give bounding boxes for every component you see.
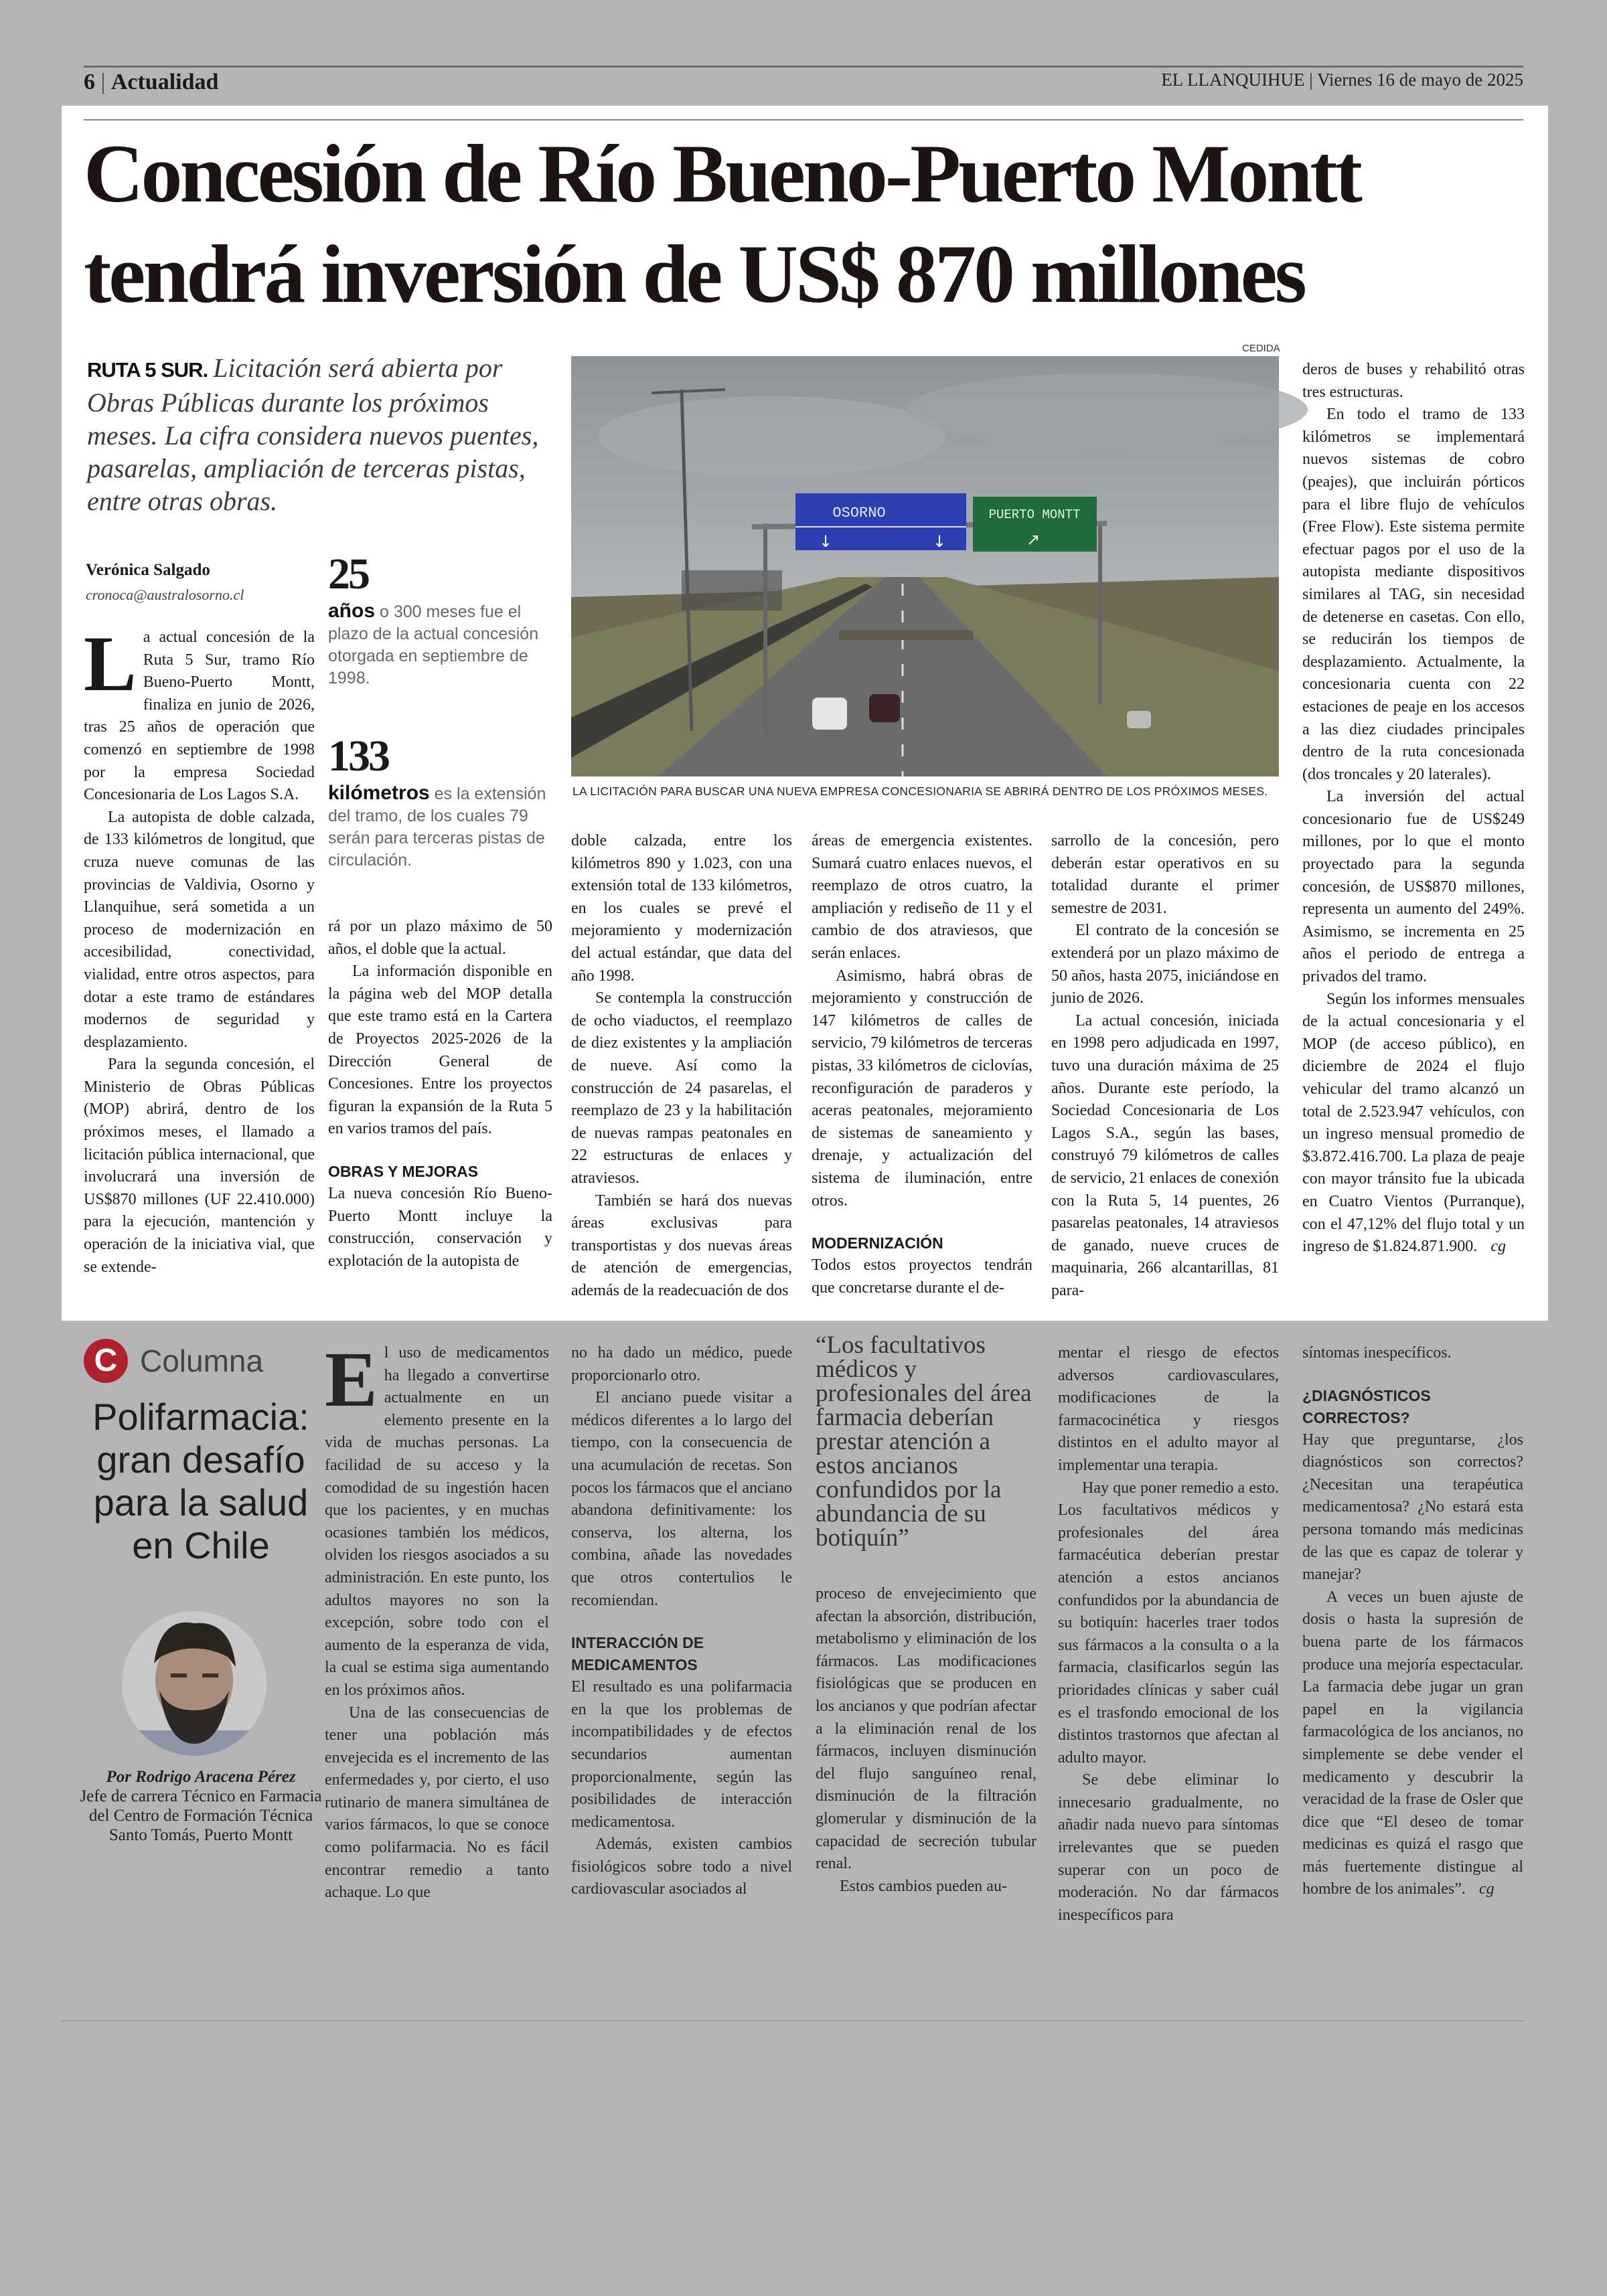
paragraph-text: A veces un buen ajuste de dosis o hasta la supresión de buena parte de los fármacos produce una mejoría espectacular. La farmacia debe jugar un gran papel en la vigilancia farmacológica de los ancianos, no simplemente se debe vender el medicamento y descubrir la veracidad de la frase de Osler que dice que “El deseo de tomar medicinas es quizá el rasgo que más fuertemente distingue al hombre de los animales”. bbox=[1302, 1588, 1523, 1898]
paragraph: Hay que poner remedio a esto. Los facultativos médicos y profesionales del área farmacéutica deberían prestar atención a estos ancianos confundidos por la abundancia de su botiquín: hacerles traer todos sus fármacos a la consulta o a la farmacia, clasificarlos según las prioridades clínicas y saber cuál es el trasfondo emocional de los distintos trastornos que afectan al adulto mayor. bbox=[1058, 1479, 1279, 1767]
paragraph: El contrato de la concesión se extenderá por un plazo máximo de 50 años, hasta 2075, iniciándose en junio de 2026. bbox=[1051, 922, 1279, 1007]
paragraph-text: Según los informes mensuales de la actual concesionaria y el MOP (de acceso público), en diciembre de 2024 el flujo vehicular del tramo alcanzó un total de 2.523.947 vehículos, con un ingreso mensual promedio de $3.872.416.700. La plaza de peaje con mayor tránsito fue la ubicada en Cuatro Vientos (Purranque), con el 47,12% del flujo total y un ingreso de $1.824.871.900. bbox=[1302, 990, 1525, 1256]
stat-unit: años bbox=[328, 600, 376, 622]
paragraph: La información disponible en la página web del MOP detalla que este tramo está en la Cartera de Proyectos 2025-2026 de la Dirección General de Concesiones. Entre los proyectos figuran la expansión de la Ruta 5 en varios tramos del país. bbox=[328, 963, 552, 1138]
end-mark-icon: cg bbox=[1478, 1880, 1495, 1898]
svg-text:↓: ↓ bbox=[933, 532, 947, 551]
sign-left-text: OSORNO bbox=[832, 505, 886, 521]
section-heading: ¿DIAGNÓSTICOS CORRECTOS? bbox=[1302, 1386, 1431, 1426]
dark-car bbox=[869, 694, 900, 722]
paragraph: Se debe eliminar lo innecesario gradualmente, no añadir nada nuevo para síntomas irrelevantes que se pueden superar con un poco de moderación. No dar fármacos inespecíficos para bbox=[1058, 1771, 1279, 1924]
column-text-4 bbox=[1058, 1342, 1279, 1924]
paragraph: Asimismo, habrá obras de mejoramiento y construcción de 147 kilómetros de calles de servicio, 79 kilómetros de terceras pistas, 33 kilómetros de ciclovías, reconfiguración de paraderos y aceras peatonales, mejoramiento de sistemas de saneamiento y drenaje, y actualización del sistema de iluminación, entre otros. bbox=[812, 967, 1032, 1210]
stat-number: 133 bbox=[328, 732, 388, 781]
paragraph: proceso de envejecimiento que afectan la absorción, distribución, metabolismo y eliminación de los fármacos. Las modificaciones fisiológicas que se producen en los ancianos y que podrían afectar a la eliminación renal de los fármacos, incluyen disminución del flujo sanguíneo renal, disminución de la filtración glomerular y disminución de la capacidad de secreción tubular renal. bbox=[816, 1585, 1037, 1873]
author-email[interactable]: cronoca@australosorno.cl bbox=[86, 586, 244, 603]
paragraph: Estos cambios pueden au- bbox=[840, 1877, 1007, 1895]
header-top-rule bbox=[84, 66, 1523, 68]
publication-info: EL LLANQUIHUE | Viernes 16 de mayo de 2025 bbox=[1161, 70, 1523, 90]
stat-unit: kilómetros bbox=[328, 782, 430, 804]
article-deck bbox=[87, 351, 542, 517]
stat-text: o 300 meses fue el plazo de la actual concesión otorgada en septiembre de 1998. bbox=[328, 602, 539, 687]
paragraph: sarrollo de la concesión, pero deberán estar operativos en su totalidad durante el primer semestre de 2031. bbox=[1051, 832, 1279, 917]
deck-text: Licitación será abierta por Obras Públicas durante los próximos meses. La cifra considera nuevos puentes, pasarelas, ampliación de terceras pistas, entre otras obras. bbox=[87, 353, 539, 516]
bottom-rule bbox=[62, 2020, 1523, 2022]
paragraph: doble calzada, entre los kilómetros 890 y 1.023, con una extensión total de 133 kilómetros, en los cuales se prevé el mejoramiento y modernización del actual estándar, que data del año 1998. bbox=[571, 832, 792, 985]
column-text-3 bbox=[816, 1583, 1037, 1911]
paragraph: no ha dado un médico, puede proporcionarlo otro. bbox=[571, 1344, 792, 1384]
sign-right-text: PUERTO MONTT bbox=[988, 507, 1081, 522]
article-column-2 bbox=[328, 916, 552, 1304]
article-column-1 bbox=[84, 620, 315, 1303]
article-column-4 bbox=[812, 830, 1032, 1304]
paragraph: La autopista de doble calzada, de 133 kilómetros de longitud, que cruza nueve comunas de las provincias de Valdivia, Osorno y Llanquihue, será sometida a un proceso de modernización en accesibilidad, conectividad, vialidad, entre otros aspectos, para dotar a este tramo de estándares modernos de seguridad y desplazamiento. bbox=[84, 808, 315, 1051]
author-role: Jefe de carrera Técnico en Farmacia del Centro de Formación Técnica Santo Tomás, Puerto Montt bbox=[80, 1787, 322, 1844]
section-heading: INTERACCIÓN DE MEDICAMENTOS bbox=[571, 1634, 704, 1674]
author-name: Por Rodrigo Aracena Pérez bbox=[106, 1768, 296, 1786]
paragraph bbox=[325, 1335, 549, 1702]
author-portrait bbox=[121, 1610, 268, 1757]
paragraph: Para la segunda concesión, el Ministerio de Obras Públicas (MOP) abrirá, dentro de los próximos meses, el llamado a licitación pública internacional, que involucrará una inversión de US$870 millones (UF 22.410.000) para la ejecución, mantención y operación de la iniciativa vial, que se extende- bbox=[84, 1056, 315, 1276]
column-title: Polifarmacia: gran desafío para la salud en Chile bbox=[92, 1396, 309, 1566]
kicker: RUTA 5 SUR. bbox=[87, 358, 208, 382]
headline-line-2: tendrá inversión de US$ 870 millones bbox=[84, 228, 1304, 320]
article-column-6 bbox=[1302, 359, 1525, 1306]
paragraph: La actual concesión, iniciada en 1998 pero adjudicada en 1997, tuvo una duración máxima de 25 años. Durante este período, la Sociedad Concesionaria de Los Lagos S.A., según las bases, construyó 79 kilómetros de calles de servicio, 21 enlaces de conexión con la Ruta 5, 14 puentes, 26 pasarelas peatonales, 14 atraviesos de ganado, nueve cruces de maquinaria, 266 alcantarillas, 81 para- bbox=[1051, 1011, 1279, 1299]
columna-label: Columna bbox=[140, 1343, 264, 1378]
paragraph: rá por un plazo máximo de 50 años, el doble que la actual. bbox=[328, 918, 552, 958]
publication-name: EL LLANQUIHUE bbox=[1161, 70, 1305, 90]
paragraph: Hay que preguntarse, ¿los diagnósticos son correctos? ¿Necesitan una terapéutica medicamentosa? ¿No estará esta persona tomando más medicinas de las que es capaz de tolerar y manejar? bbox=[1302, 1430, 1523, 1584]
drop-cap: L bbox=[84, 620, 137, 708]
white-car bbox=[812, 698, 847, 730]
svg-text:↗: ↗ bbox=[1026, 530, 1041, 549]
paragraph: También se hará dos nuevas áreas exclusivas para transportistas y dos nuevas áreas de atención de emergencias, además de la readecuación de dos bbox=[571, 1192, 792, 1299]
drop-cap: E bbox=[325, 1335, 378, 1423]
paragraph-text: l uso de medicamentos ha llegado a convertirse actualmente en un elemento presente en la vida de muchas personas. La facilidad de su acceso y la comodidad de su ingestión hacen que los pacientes, y en muchas ocasiones también los médicos, olviden los riesgos asociados a su administración. En este punto, los adultos mayores no son la excepción, sobre todo con el aumento de la esperanza de vida, la cual se estima siga aumentando en los próximos años. bbox=[325, 1344, 549, 1699]
paragraph: El resultado es una polifarmacia en la que los problemas de incompatibilidades y de efectos secundarios aumentan proporcionalmente, según las posibilidades de interacción medicamentosa. bbox=[571, 1678, 792, 1831]
publication-date: Viernes 16 de mayo de 2025 bbox=[1316, 70, 1523, 90]
paragraph bbox=[84, 620, 315, 807]
paragraph: áreas de emergencia existentes. Sumará cuatro enlaces nuevos, el reemplazo de otros cuatro, la ampliación y rediseño de 11 y el cambio de dos atraviesos, que serán enlaces. bbox=[812, 832, 1032, 962]
paragraph bbox=[1302, 989, 1525, 1258]
paragraph: En todo el tramo de 133 kilómetros se implementará nuevos sistemas de cobro (peajes), que incluirán pórticos para el libre flujo de vehículos (Free Flow). Este sistema permite efectuar pagos por el uso de la autopista mediante dispositivos similares al TAG, sin necesidad de detenerse en casetas. Con ello, se reducirán los tiempos de desplazamiento. Actualmente, la concesionaria cuenta con 22 estaciones de peaje en los accesos a las diez ciudades principales dentro de la ruta concesionada (dos troncales y 20 laterales). bbox=[1302, 406, 1525, 783]
stat-number: 25 bbox=[328, 550, 368, 598]
paragraph: La nueva concesión Río Bueno-Puerto Montt incluye la construcción, conservación y explotación de la autopista de bbox=[328, 1184, 552, 1270]
paragraph: mentar el riesgo de efectos adversos cardiovasculares, modificaciones de la farmacocinética y riesgos distintos en el adulto mayor al implementar una terapia. bbox=[1058, 1344, 1279, 1474]
article-column-5 bbox=[1051, 830, 1279, 1304]
section-heading: MODERNIZACIÓN bbox=[812, 1234, 943, 1252]
section-heading: OBRAS Y MEJORAS bbox=[328, 1162, 479, 1180]
paragraph: El anciano puede visitar a médicos diferentes a lo largo del tiempo, con la consecuencia de una acumulación de recetas. Son pocos los fármacos que el anciano abandona definitivamente: los conserva, los alterna, los combina, añade las novedades que otros contertulios le recomiendan. bbox=[571, 1389, 792, 1609]
column-text-2 bbox=[571, 1342, 792, 1911]
article-column-3 bbox=[571, 830, 792, 1304]
column-text-5 bbox=[1302, 1342, 1523, 1911]
author-block bbox=[74, 1767, 328, 1845]
columna-c-icon: C bbox=[84, 1339, 128, 1383]
stat-box-kilometers bbox=[328, 731, 556, 872]
author-name: Verónica Salgado bbox=[86, 561, 210, 579]
page-section-label: 6 | Actualidad bbox=[84, 70, 219, 94]
paragraph: deros de buses y rehabilitó otras tres estructuras. bbox=[1302, 361, 1525, 401]
pull-quote: “Los facultativos médicos y profesionales del área farmacia deberían prestar atención a estos ancianos confundidos por la abundancia de su botiquín” bbox=[816, 1331, 1032, 1552]
article-headline bbox=[84, 124, 1523, 325]
paragraph bbox=[1302, 1586, 1523, 1901]
article-top-rule bbox=[84, 119, 1523, 120]
page-number: 6 bbox=[84, 70, 95, 94]
paragraph: Se contempla la construcción de ocho viaductos, el reemplazo de diez existentes y la ampliación de nueve. Así como la construcción de 24 pasarelas, el reemplazo de 23 y la habilitación de nuevas rampas peatonales en 22 estructuras de enlaces y atraviesos. bbox=[571, 989, 792, 1187]
columna-logo bbox=[84, 1339, 263, 1383]
column-text-1 bbox=[325, 1335, 549, 1911]
highway-photo bbox=[571, 356, 1279, 776]
paragraph: La inversión del actual concesionario fue de US$249 millones, por lo que el monto proyectado para la segunda concesión, de US$870 millones, representa un aumento del 249%. Asimismo, se incrementa en 25 años el periodo de entrega a privados del tramo. bbox=[1302, 788, 1525, 986]
paragraph: Además, existen cambios fisiológicos sobre todo a nivel cardiovascular asociados al bbox=[571, 1835, 792, 1898]
stat-box-years bbox=[328, 549, 556, 689]
section-name: Actualidad bbox=[110, 70, 219, 94]
svg-text:↓: ↓ bbox=[819, 532, 833, 551]
paragraph: Todos estos proyectos tendrán que concretarse durante el de- bbox=[812, 1256, 1032, 1297]
paragraph: síntomas inespecíficos. bbox=[1302, 1344, 1452, 1362]
end-mark-icon: cg bbox=[1490, 1238, 1506, 1256]
headline-line-1: Concesión de Río Bueno-Puerto Montt bbox=[84, 128, 1360, 220]
paragraph-text: a actual concesión de la Ruta 5 Sur, tramo Río Bueno-Puerto Montt, finaliza en junio de 2026, tras 25 años de operación que comenzó en septiembre de 1998 por la empresa Sociedad Concesionaria de Los Lagos S.A. bbox=[84, 629, 315, 804]
photo-caption: LA LICITACIÓN PARA BUSCAR UNA NUEVA EMPRESA CONCESIONARIA SE ABRIRÁ DENTRO DE LOS PRÓXIMOS MESES. bbox=[572, 785, 1268, 798]
paragraph: Una de las consecuencias de tener una población más envejecida es el incremento de las enfermedades y, por cierto, el uso rutinario de manera simultánea de varios fármacos, lo que se conoce como polifarmacia. No es fácil encontrar remedio a tanto achaque. Lo que bbox=[325, 1704, 549, 1902]
stat-text: es la extensión del tramo, de los cuales 79 serán para terceras pistas de circulación. bbox=[328, 785, 546, 870]
photo-credit: CEDIDA bbox=[1242, 343, 1280, 354]
